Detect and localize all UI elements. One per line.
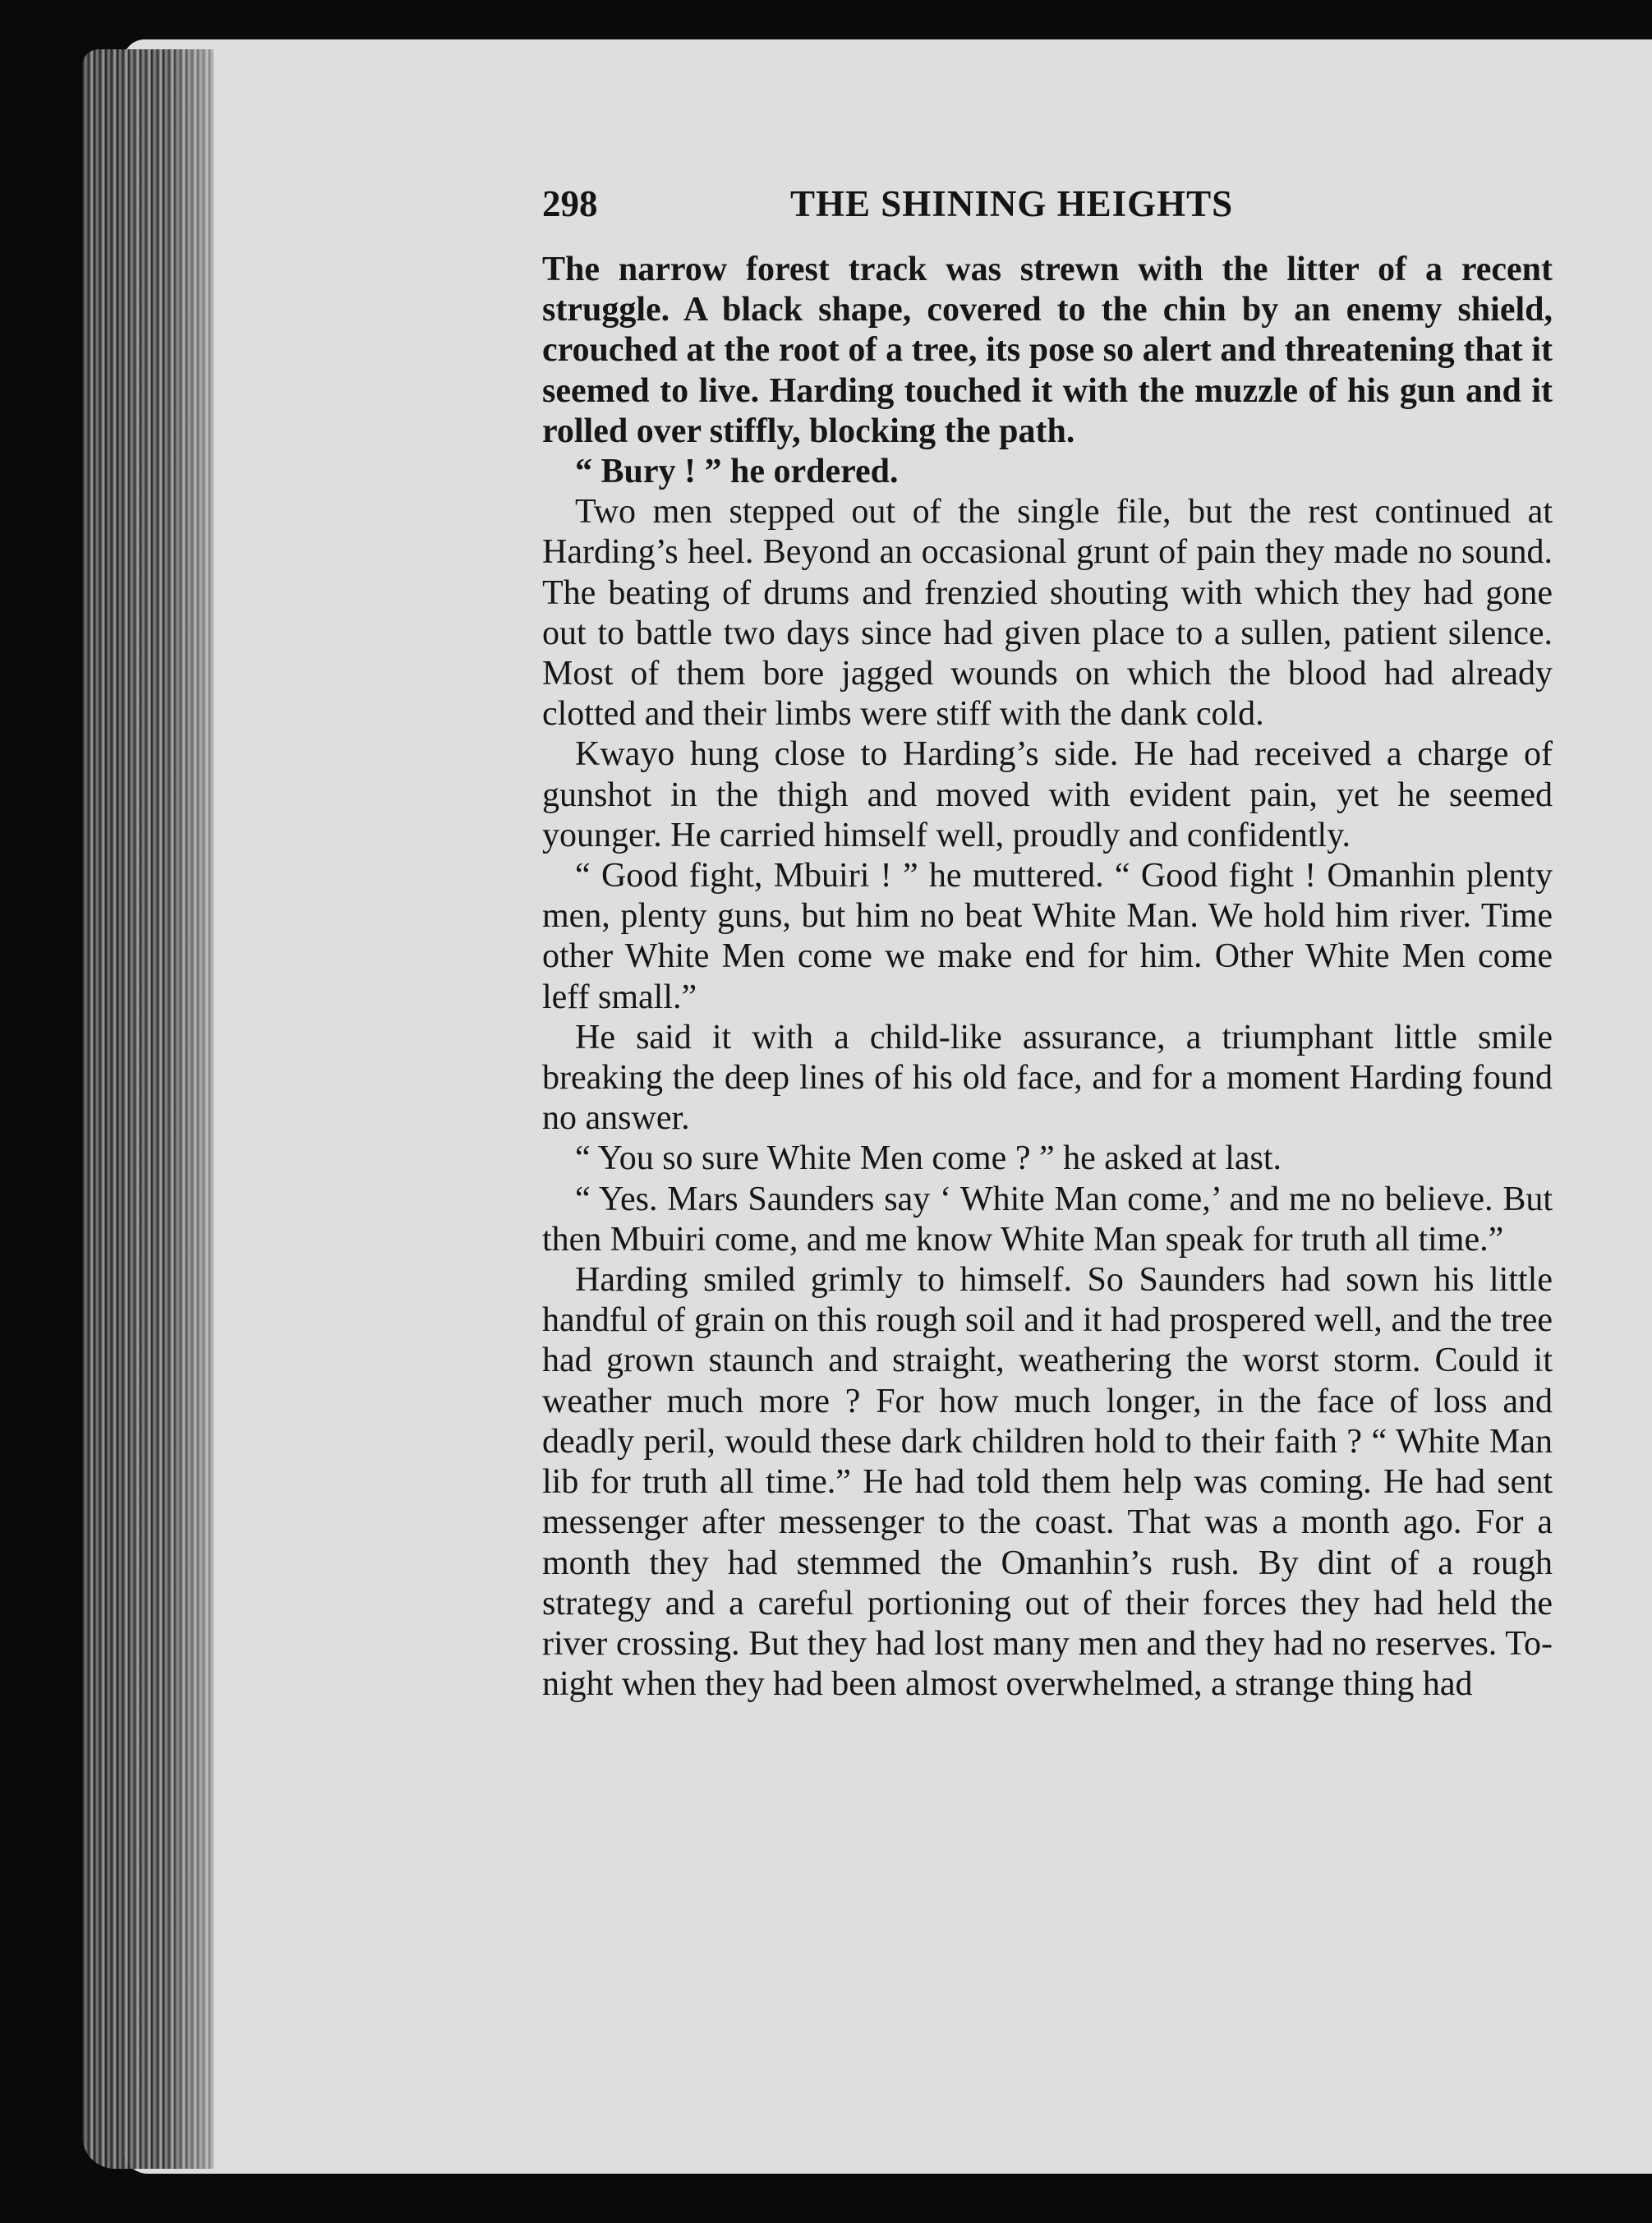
paragraph: “ You so sure White Men come ? ” he asked at last. [575,1139,1282,1178]
paragraph: Harding smiled grimly to himself. So Saunders had sown his little handful of grain on this rough soil and it had prospered well, and the tree had grown staunch and straight, weathering the worst storm. Could it weather much more ? For how much longer, in the face of loss and deadly peril, would these dark children hold to their faith ? “ White Man lib for truth all time.” He had told them help was coming. He had sent messenger after messenger to the coast. That was a month ago. For a month they had stemmed the Omanhin’s rush. By dint of a rough strategy and a careful portioning out of their forces they had held the river crossing. But they had lost many men and they had no reserves. To-night when they had been almost overwhelmed, a strange thing had [542,1261,1553,1704]
paragraph: “ Bury ! ” he ordered. [575,453,899,491]
page-header [542,182,1553,240]
paragraph: Two men stepped out of the single file, but the rest continued at Harding’s heel. Beyond an occasional grunt of pain they made no sound. The beating of drums and frenzied shouting with which they had gone out to battle two days since had given place to a sullen, patient silence. Most of them bore jagged wounds on which the blood had already clotted and their limbs were stiff with the dank cold. [542,493,1553,734]
paragraph: The narrow forest track was strewn with the litter of a recent struggle. A black shape, covered to the chin by an enemy shield, crouched at the root of a tree, its pose so alert and threatening that it seemed to live. Harding touched it with the muzzle of his gun and it rolled over stiffly, blocking the path. [542,251,1553,450]
running-head: THE SHINING HEIGHTS [790,183,1234,224]
gutter-shadow [164,49,279,2169]
paragraph: “ Yes. Mars Saunders say ‘ White Man come,’ and me no believe. But then Mbuiri come, and me know White Man speak for truth all time.” [542,1180,1553,1259]
body-text [542,250,1553,1705]
paragraph: Kwayo hung close to Harding’s side. He had received a charge of gunshot in the thigh and moved with evident pain, yet he seemed younger. He carried himself well, proudly and confidently. [542,735,1553,854]
paragraph: “ Good fight, Mbuiri ! ” he muttered. “ Good fight ! Omanhin plenty men, plenty guns, but him no beat White Man. We hold him river. Time other White Men come we make end for him. Other White Men come leff small.” [542,857,1553,1016]
page-number: 298 [542,183,598,224]
paragraph: He said it with a child-like assurance, a triumphant little smile breaking the deep lines of his old face, and for a moment Harding found no answer. [542,1018,1553,1138]
